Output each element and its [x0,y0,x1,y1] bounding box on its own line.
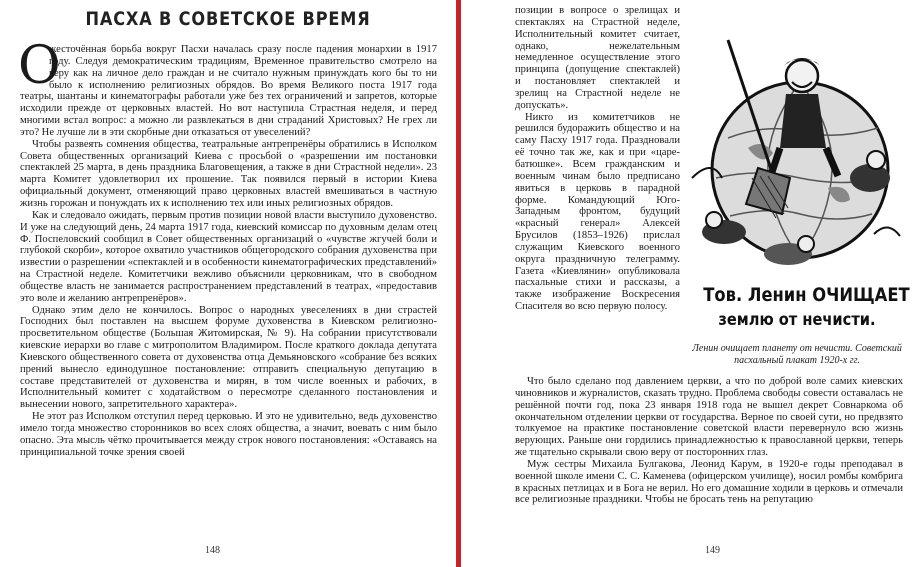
paragraph: Никто из комитетчиков не решился будоражить общество и на саму Пасху 1917 года. Праздновали её точно так же, как и при «царе-батюшке». Всем гражданским и военным чинам было предписано явиться в церковь в парадной форме. Командующий Юго-Западным фронтом, будущий «красный генерал» Алексей Брусилов (1853–1926) прислал служащим Киевского военного округа праздничную телеграмму. Газета «Киевлянин» опубликовала пасхальные стихи и рассказы, а также изображение Воскресения Спасителя во всю первую полосу. [515,111,680,313]
page-number-left: 148 [205,545,220,556]
right-body-text [515,376,903,506]
poster-slogan-line2: землю от нечисти. [718,310,876,330]
paragraph: Однако этим дело не кончилось. Вопрос о народных увеселениях в дни страстей Господних был поставлен на высшем форуме духовенства в Киевском религиозно-просветительном обществе (Большая Житомирская, № 9). На собрании присутствовали киевские иерархи во главе с митрополитом Владимиром. После краткого доклада депутата Киевского общественного совета от духовенства отца Демьяновского «собрание без всяких прений вынесло единодушное постановление: отправить специальную депутацию в составе представителей от духовенства и мирян, в том числе военных и рабочих, в Исполнительный комитет с ходатайством о пересмотре сделанного постановления и вынесении нового, запретительного характера». [20,304,437,411]
paragraph: позиции в вопросе о зрелищах и спектаклях на Страстной неделе, Исполнительный комитет считает, однако, нежелательным немедленное осуществление этого принципа (допущение спектаклей) и постановляет спектаклей и зрелищ на Страстной неделе не допускать». [515,5,680,111]
paragraph: Как и следовало ожидать, первым против позиции новой власти выступило духовенство. И уже на следующий день, 24 марта 1917 года, киевский комиссар по духовным делам отец Ф. Поспеловский сообщил в Совет общественных организаций о «чувстве жгучей боли и глубокой скорби», которое охватило участников общегородского собрания духовенства при известии о разрешении «спектаклей и в особенности кинематографических представлений» на Страстной неделе. Комитетчики вежливо объяснили церковникам, что в свободном обществе власть не занимается распространением представлений в театрах, «предоставив это воле и желанию антрепренёров». [20,209,437,304]
paragraph: Не этот раз Исполком отступил перед церковью. И это не удивительно, ведь духовенство имело тогда множество сторонников во всех слоях общества, а значит, воевать с ним было опасно. Эта мысль чётко прочитывается между строк нового постановления: «Оставаясь на принципиальной точке зрения своей [20,411,437,458]
right-page [461,0,917,567]
page-title: ПАСХА В СОВЕТСКОЕ ВРЕМЯ [85,8,371,30]
right-column-text [515,5,680,313]
page-number-right: 149 [705,545,720,556]
paragraph: О жесточённая борьба вокруг Пасхи началась сразу после падения монархии в 1917 году. Следуя демократическим традициям, Временное правительство смотрело на веру как на личное дело граждан и не считало нужным принуждать кого бы то ни было к исполнению религиозных обрядов. Во время Великого поста 1917 года театры, шантаны и кинематографы работали уже без тех ограничений и запретов, которые исходили прежде от церковных властей. Но вот наступила Страстная неделя, и перед многими встал вопрос: а можно ли развлекаться в дни страданий Христовых? Не грех ли это? Не лучше ли в эти скорбные дни отказаться от увеселений? [18,36,437,138]
left-page [0,0,456,567]
poster-slogan-line1: Тов. Ленин ОЧИЩАЕТ [703,284,910,306]
illustration-caption: Ленин очищает планету от нечисти. Советский пасхальный плакат 1920-х гг. [692,343,902,366]
lenin-poster-illustration [688,28,906,274]
paragraph: Что было сделано под давлением церкви, а что по доброй воле самих киевских чиновников и журналистов, сказать трудно. Проблема свободы совести оставалась не решённой почти год, пока 23 января 1918 года не вышел декрет Совнаркома об окончательном отделении церкви от государства. Верное по своей сути, но предвзято толкуемое на практике постановление советской власти перевернуло всю жизнь верующих. Раньше они гордились принадлежностью к православной церкви, теперь же тщательно скрывали свою веру от посторонних глаз. [515,376,903,459]
paragraph: Муж сестры Михаила Булгакова, Леонид Карум, в 1920-е годы преподавал в военной школе имени С. С. Каменева (офицерском училище), носил ромбы комбрига в красных петлицах и в Бога не верил. Но его домашние ходили в церковь и отмечали все религиозные праздники. Чтобы не бросать тень на репутацию [515,458,903,506]
paragraph: Чтобы развеять сомнения общества, театральные антрепренёры обратились в Исполком Совета общественных организаций Киева с просьбой о «разрешении им постановки спектаклей 25 марта, в день праздника Благовещения, а также в дни Страстной недели». 23 марта Комитет удовлетворил их прошение. Так появился первый в истории Киева официальный документ, отменяющий право церковных властей вмешиваться в частную жизнь горожан и понуждать их к исполнению тех или иных религиозных обрядов. [20,138,437,209]
poster-slogan [688,282,910,332]
drop-cap: О [18,36,61,96]
left-body-text [18,36,437,459]
